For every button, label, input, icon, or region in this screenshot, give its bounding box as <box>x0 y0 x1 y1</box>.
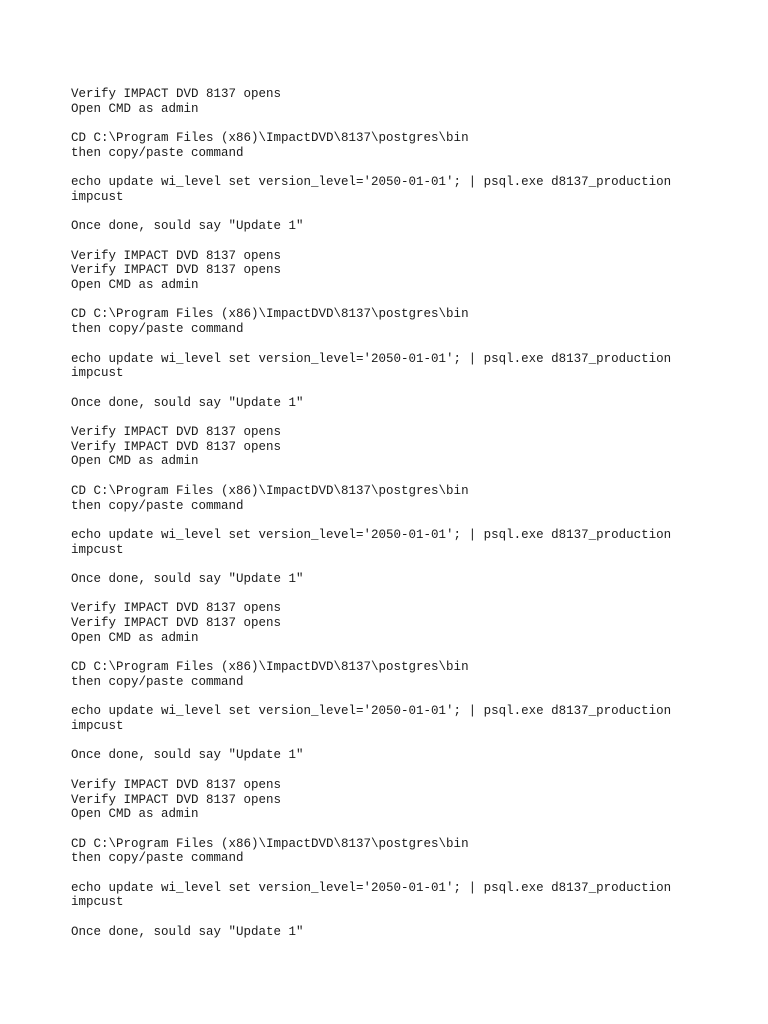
text-line: then copy/paste command <box>71 498 244 513</box>
text-line: CD C:\Program Files (x86)\ImpactDVD\8137\postgres\bin <box>71 483 469 498</box>
text-line: CD C:\Program Files (x86)\ImpactDVD\8137\postgres\bin <box>71 836 469 851</box>
text-line: CD C:\Program Files (x86)\ImpactDVD\8137\postgres\bin <box>71 307 469 322</box>
text-paragraph <box>71 660 731 689</box>
text-line: Open CMD as admin <box>71 807 199 822</box>
text-line: Open CMD as admin <box>71 278 199 293</box>
text-line: Open CMD as admin <box>71 630 199 645</box>
text-line: Open CMD as admin <box>71 101 199 116</box>
text-paragraph <box>71 249 731 293</box>
text-paragraph <box>71 352 731 381</box>
text-line: impcust <box>71 895 124 910</box>
text-line: CD C:\Program Files (x86)\ImpactDVD\8137\postgres\bin <box>71 660 469 675</box>
text-line: impcust <box>71 719 124 734</box>
text-line: echo update wi_level set version_level='2050-01-01'; | psql.exe d8137_production <box>71 351 672 366</box>
text-line: Verify IMPACT DVD 8137 opens <box>71 248 282 263</box>
text-line: then copy/paste command <box>71 322 244 337</box>
text-line: Once done, sould say "Update 1" <box>71 748 304 763</box>
text-line: Once done, sould say "Update 1" <box>71 572 304 587</box>
text-paragraph <box>71 881 731 910</box>
text-line: Verify IMPACT DVD 8137 opens <box>71 87 282 101</box>
text-paragraph <box>71 601 731 645</box>
text-line: Verify IMPACT DVD 8137 opens <box>71 425 282 440</box>
text-paragraph <box>71 748 731 763</box>
text-line: echo update wi_level set version_level='2050-01-01'; | psql.exe d8137_production <box>71 175 672 190</box>
text-paragraph <box>71 528 731 557</box>
text-line: impcust <box>71 542 124 557</box>
text-line: Once done, sould say "Update 1" <box>71 395 304 410</box>
text-line: Verify IMPACT DVD 8137 opens <box>71 439 282 454</box>
text-line: Verify IMPACT DVD 8137 opens <box>71 616 282 631</box>
text-line: then copy/paste command <box>71 674 244 689</box>
text-line: Verify IMPACT DVD 8137 opens <box>71 263 282 278</box>
text-line: Verify IMPACT DVD 8137 opens <box>71 601 282 616</box>
text-paragraph <box>71 572 731 587</box>
text-paragraph <box>71 87 731 116</box>
text-paragraph <box>71 396 731 411</box>
text-line: echo update wi_level set version_level='2050-01-01'; | psql.exe d8137_production <box>71 527 672 542</box>
text-paragraph <box>71 175 731 204</box>
text-line: Open CMD as admin <box>71 454 199 469</box>
text-line: impcust <box>71 366 124 381</box>
document-page <box>71 87 731 954</box>
text-paragraph <box>71 219 731 234</box>
text-paragraph <box>71 925 731 940</box>
text-line: echo update wi_level set version_level='2050-01-01'; | psql.exe d8137_production <box>71 704 672 719</box>
text-line: then copy/paste command <box>71 851 244 866</box>
text-paragraph <box>71 837 731 866</box>
text-line: echo update wi_level set version_level='2050-01-01'; | psql.exe d8137_production <box>71 880 672 895</box>
text-paragraph <box>71 131 731 160</box>
text-line: CD C:\Program Files (x86)\ImpactDVD\8137\postgres\bin <box>71 131 469 146</box>
text-paragraph <box>71 425 731 469</box>
text-line: Once done, sould say "Update 1" <box>71 219 304 234</box>
text-paragraph <box>71 484 731 513</box>
text-line: then copy/paste command <box>71 145 244 160</box>
text-paragraph <box>71 307 731 336</box>
text-line: Verify IMPACT DVD 8137 opens <box>71 777 282 792</box>
text-paragraph <box>71 704 731 733</box>
text-line: Once done, sould say "Update 1" <box>71 924 304 939</box>
text-line: impcust <box>71 189 124 204</box>
text-paragraph <box>71 778 731 822</box>
text-line: Verify IMPACT DVD 8137 opens <box>71 792 282 807</box>
